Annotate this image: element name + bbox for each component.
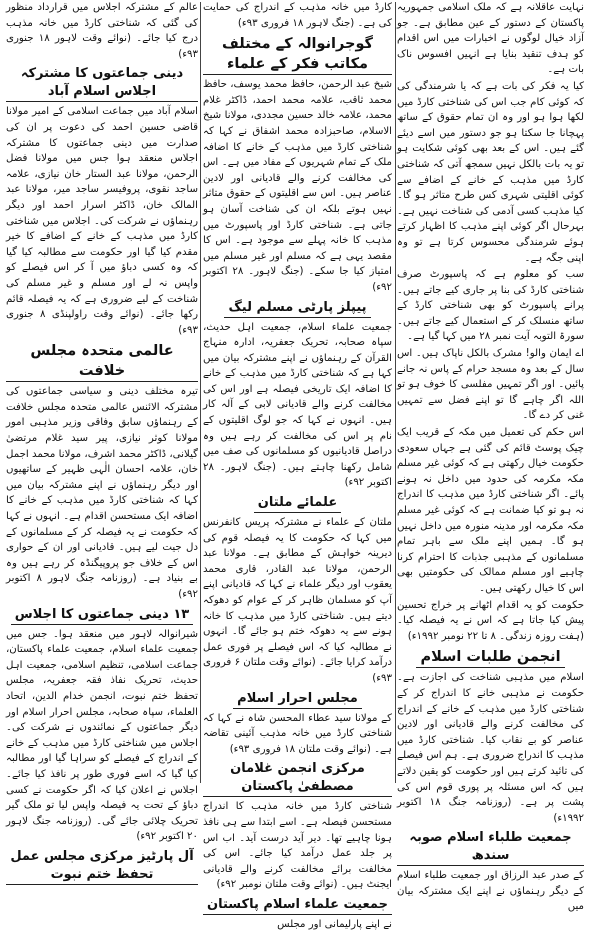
column-left	[6, 0, 198, 882]
section-heading-text: جمعیت علماء اسلام پاکستان	[203, 896, 392, 915]
article-paragraph: حکومت کو یہ اقدام اٹھانے پر خراج تحسین پیش کیا جاتا ہے کہ اس نے یہ فیصلہ کیا۔ (ہفت روزہ زندگی۔ ۸ تا ۲۲ نومبر ۱۹۹۲ء)	[397, 599, 584, 642]
section-heading	[6, 65, 198, 102]
article-paragraph: کیا یہ فکر کی بات ہے کہ یا شرمندگی کی کہ کوئی کام جب اس کی شناختی کارڈ میں لکھا ہوا ہو اور وہ ان تمام حقوق کے ساتھ پہچانا جا سکتا ہو جو دستور میں اسے دیئے گئے ہیں۔ اس کے بعد بھی کوئی شکایت ہو تو یہ بات بالکل نہیں سمجھ آتی کہ شناختی کارڈ میں مذہب کے خانے کے اضافے سے کوئی اقلیتی شہری کس طرح متاثر ہو گا۔ کیا مذہب کسی آدمی کی شناخت نہیں ہے۔ بہرحال اگر کوئی اپنے مذہب کا اظہار کرتے ہوئے شرمندگی محسوس کرتا ہے تو وہ اپنی جگہ ہے۔	[397, 80, 584, 264]
section-heading	[397, 647, 584, 668]
article-paragraph: جمعیت علماء اسلام، جمعیت اہل حدیث، سپاہ صحابہ، تحریک جعفریہ، ادارہ منہاج القرآن کے رہنماؤں نے اپنے مشترکہ بیان میں کہا ہے کہ شناختی کارڈ میں مذہب کے خانے کا اضافہ ایک تاریخی فیصلہ ہے اور اس کی مخالفت کرنے والے قادیانی لابی کے آلہ کار ہیں۔ انہوں نے کہا کہ جو لوگ اقلیتوں کے نام پر اس کی مخالفت کر رہے ہیں وہ دراصل قادیانیوں کو مسلمانوں کی صف میں شامل رکھنا چاہتے ہیں۔ (جنگ لاہور۔ ۲۸ اکتوبر ۹۲ء)	[203, 321, 392, 489]
section-heading-text: جمعیت طلباء اسلام صوبہ سندھ	[397, 829, 584, 866]
section-heading	[6, 606, 198, 625]
section-heading	[397, 829, 584, 866]
section-heading-text: دینی جماعتوں کا مشترکہ اجلاس اسلام آباد	[6, 65, 198, 102]
article-paragraph: عالم کے مشترکہ اجلاس میں قرارداد منظور کی گئی کہ شناختی کارڈ میں خانہ مذہب درج کیا جائے۔ (نوائے وقت لاہور ۱۸ جنوری ۹۳ء)	[6, 2, 198, 60]
section-heading	[203, 34, 392, 75]
article-continued	[397, 0, 584, 644]
article-paragraph: نہایت عاقلانہ ہے کہ ملک اسلامی جمہوریہ پاکستان کے دستور کے عین مطابق ہے۔ جو آزاد خیال لوگوں نے اخبارات میں اس اقدام کو ہدف تنقید بنایا ہے انہیں افسوس ناک بات ہے۔	[397, 2, 584, 76]
article-paragraph: شیرانوالہ لاہور میں منعقد ہوا۔ جس میں جمعیت علماء اسلام، جمعیت علماء پاکستان، جماعت اسلامی، تنظیم اسلامی، جمعیت اہل حدیث، تحریک نفاذ فقہ جعفریہ، مجلس تحفظ ختم نبوت، انجمن خدام الدین، اتحاد العلماء، سپاہ صحابہ، مجلس احرار اسلام اور دیگر جماعتوں کے نمائندوں نے شرکت کی۔ اجلاس میں شناختی کارڈ میں مذہب کے خانے کے اندراج کے فیصلے کو سراہا گیا اور مطالبہ کیا گیا کہ اسے فوری طور پر نافذ کیا جائے۔ اجلاس نے اعلان کیا کہ اگر حکومت نے کسی دباؤ کے تحت یہ فیصلہ واپس لیا تو ملک گیر تحریک چلائی جائے گی۔ (روزنامہ جنگ لاہور ۲۰ اکتوبر ۹۲ء)	[6, 628, 198, 843]
section-heading-text: گوجرانوالہ کے مختلف مکاتب فکر کے علماء	[203, 34, 392, 75]
article-paragraph: نے اپنے پارلیمانی اور مجلس	[277, 918, 392, 930]
article-paragraph: اے ایمان والو! مشرک بالکل ناپاک ہیں۔ اس سال کے بعد وہ مسجد حرام کے پاس نہ جانے پائیں۔ اور اگر تمہیں مفلسی کا خوف ہو تو اللہ اگر چاہے گا تو اپنے فضل سے تمہیں غنی کر دے گا۔	[397, 348, 584, 422]
article-paragraph: سب کو معلوم ہے کہ پاسپورٹ صرف شناختی کارڈ کی بنا پر جاری کیے جاتے ہیں۔ پرانے پاسپورٹ کو بھی شناختی کارڈ کے ساتھ منسلک کر کے استعمال کیے جاتے ہیں۔ سورۃ التوبہ آیت نمبر ۲۸ میں کہا گیا ہے۔	[397, 269, 584, 343]
column-divider	[200, 2, 201, 783]
section-heading-text: انجمن طلبات اسلام	[416, 647, 564, 668]
article-paragraph: شیخ عبد الرحمن، حافظ محمد یوسف، حافظ محمد ثاقب، علامہ محمد احمد، ڈاکٹر غلام محمد، علامہ خالد حسین مجددی، مولانا شیخ الاسلام، صاحبزادہ محمد اشفاق نے کہا کہ شناختی کارڈ میں مذہب کے خانے کا اضافہ ملک کے تمام شہریوں کے مفاد میں ہے۔ اس کی مخالفت کرنے والے قادیانی اور لادین عناصر ہیں۔ اس سے اقلیتوں کے حقوق متاثر نہیں ہوتے بلکہ ان کی شناخت آسان ہو جاتی ہے۔ شناختی کارڈ اور پاسپورٹ میں مذہب کا خانہ پہلے سے موجود ہے۔ اس کا مقصد یہی ہے کہ مسلم اور غیر مسلم میں امتیاز کیا جا سکے۔ (جنگ لاہور۔ ۲۸ اکتوبر ۹۲ء)	[203, 79, 392, 293]
section-heading-text: عالمی متحدہ مجلس خلافت	[6, 341, 198, 382]
article-paragraph: اسلام آباد میں جماعت اسلامی کے امیر مولانا قاضی حسین احمد کی دعوت پر ان کی صدارت میں دینی جماعتوں کا مشترکہ اجلاس منعقد ہوا جس میں مولانا فضل الرحمن، مولانا عبد الستار خان نیازی، علامہ ساجد نقوی، پروفیسر ساجد میر، مولانا عبد المالک خان، ڈاکٹر اسرار احمد اور دیگر رہنماؤں نے شرکت کی۔ اجلاس میں شناختی کارڈ میں مذہب کے خانے کے اضافے کا خیر مقدم کیا گیا اور حکومت سے مطالبہ کیا گیا کہ وہ کسی دباؤ میں آ کر اس فیصلے کو واپس نہ لے اور مسلم و غیر مسلم کی شناخت کے لیے ضروری ہے کہ یہ فیصلہ قائم رکھا جائے۔ (نوائے وقت راولپنڈی ۸ جنوری ۹۳ء)	[6, 106, 198, 336]
article-paragraph: کارڈ میں خانہ مذہب کے اندراج کی حمایت کی ہے۔ (جنگ لاہور ۱۸ فروری ۹۳ء)	[203, 2, 392, 29]
article-paragraph: ملتان کے علماء نے مشترکہ پریس کانفرنس میں کہا کہ حکومت کا یہ فیصلہ قوم کی دیرینہ خواہش کے مطابق ہے۔ مولانا عبد الرحمن، مولانا عبد القادر، قاری محمد یعقوب اور دیگر علماء نے کہا کہ قادیانی اپنے آپ کو مسلمان ظاہر کر کے عوام کو دھوکہ دیتے ہیں۔ شناختی کارڈ میں مذہب کا خانہ ہونے سے یہ دھوکہ ختم ہو جائے گا۔ انہوں نے مطالبہ کیا کہ اس فیصلے پر فوری عمل درآمد کرایا جائے۔ (نوائے وقت ملتان ۶ فروری ۹۳ء)	[203, 517, 393, 684]
column-middle	[203, 0, 393, 930]
section-heading	[203, 494, 392, 513]
column-divider	[395, 2, 396, 783]
section-heading-text: پیپلز پارٹی مسلم لیگ	[224, 299, 370, 318]
section-heading-text: مرکزی انجمن غلامان مصطفیٰ پاکستان	[203, 760, 392, 797]
section-heading	[203, 896, 392, 915]
article-paragraph: اسلام میں مذہبی شناخت کی اجازت ہے۔ حکومت نے مذہبی خانے کا اندراج کر کے شناختی کارڈ میں مذہب کے خانے کے اندراج کی مخالفت کرنے والے قادیانی اور لادین عناصر کو بے نقاب کیا۔ شناختی کارڈ میں مذہب کا اندراج ضروری ہے۔ ہم اس فیصلے کی تائید کرتے ہیں اور حکومت کو یقین دلاتے ہیں کہ اس مسئلہ پر پوری قوم اس کی پشت پر ہے۔ (روزنامہ جنگ ۱۸ اکتوبر ۱۹۹۲ء)	[397, 672, 584, 824]
article-paragraph: کے صدر عبد الرزاق اور جمعیت طلباء اسلام کے دیگر رہنماؤں نے اپنے ایک مشترکہ بیان میں	[397, 870, 584, 913]
article-paragraph: شناختی کارڈ میں خانہ مذہب کا اندراج مستحسن فیصلہ ہے۔ اسے ابتدا سے ہی نافذ ہونا چاہیے تھا۔ دیر آید درست آید۔ اب اس پر جلد عمل درآمد کیا جائے۔ اس کی مخالفت برائے مخالفت کرنے والے قادیانی ایجنٹ ہیں۔ (نوائے وقت ملتان نومبر ۹۲ء)	[203, 801, 392, 891]
section-heading	[203, 299, 392, 318]
section-heading	[203, 760, 392, 797]
section-heading	[6, 848, 198, 885]
column-right	[397, 0, 584, 913]
article-paragraph: تیرہ مختلف دینی و سیاسی جماعتوں کی مشترکہ الائنس عالمی متحدہ مجلس خلافت کے رہنماؤں سابق وفاقی وزیر مذہبی امور مولانا کوثر نیازی، پیر سید غلام مرتضیٰ گیلانی، ڈاکٹر محمد اشرف، مولانا محمد اجمل خان، علامہ احسان الٰہی ظہیر کے ساتھیوں اور دیگر رہنماؤں نے اپنے مشترکہ بیان میں کہا کہ شناختی کارڈ میں مذہب کے خانے کا اضافہ ایک مستحسن اقدام ہے۔ انہوں نے کہا کہ حکومت نے یہ فیصلہ کر کے مسلمانوں کے دل جیت لیے ہیں۔ قادیانی اور ان کے حواری اس کے خلاف جو پروپیگنڈہ کر رہے ہیں وہ بے بنیاد ہے۔ (روزنامہ جنگ لاہور ۸ اکتوبر ۹۲ء)	[6, 386, 198, 600]
section-heading-text: آل پارٹیز مرکزی مجلس عمل تحفظ ختم نبوت	[6, 848, 198, 885]
section-heading	[203, 690, 392, 709]
article-paragraph: کے مولانا سید عطاء المحسن شاہ نے کہا کہ شناختی کارڈ میں خانہ مذہب آئینی تقاضہ ہے۔ (نوائے وقت ملتان ۱۸ فروری ۹۳ء)	[203, 712, 392, 755]
article-paragraph: اس حکم کی تعمیل میں مکہ کے قریب ایک چیک پوسٹ قائم کی گئی ہے جہاں سعودی حکومت خیال رکھتی ہے کہ کوئی غیر مسلم مکہ مکرمہ کی حدود میں داخل نہ ہونے پائے۔ اگر شناختی کارڈ میں مذہب کا اندراج نہ ہو تو کیا ضمانت ہے کہ کوئی غیر مسلم مکہ مکرمہ اور مدینہ منورہ میں داخل نہیں ہو گا۔ ہمیں اپنے ملک سے باہر تمام مسلمانوں کے مذہبی جذبات کا احترام کرنا چاہیے اور مسلم ممالک کی حکومتیں بھی اس کا خیال رکھتی ہیں۔	[397, 427, 584, 594]
section-heading	[6, 341, 198, 382]
section-heading-text: علمائے ملتان	[254, 494, 341, 513]
section-heading-text: ۱۳ دینی جماعتوں کا اجلاس	[11, 606, 193, 625]
section-heading-text: مجلس احرار اسلام	[233, 690, 362, 709]
